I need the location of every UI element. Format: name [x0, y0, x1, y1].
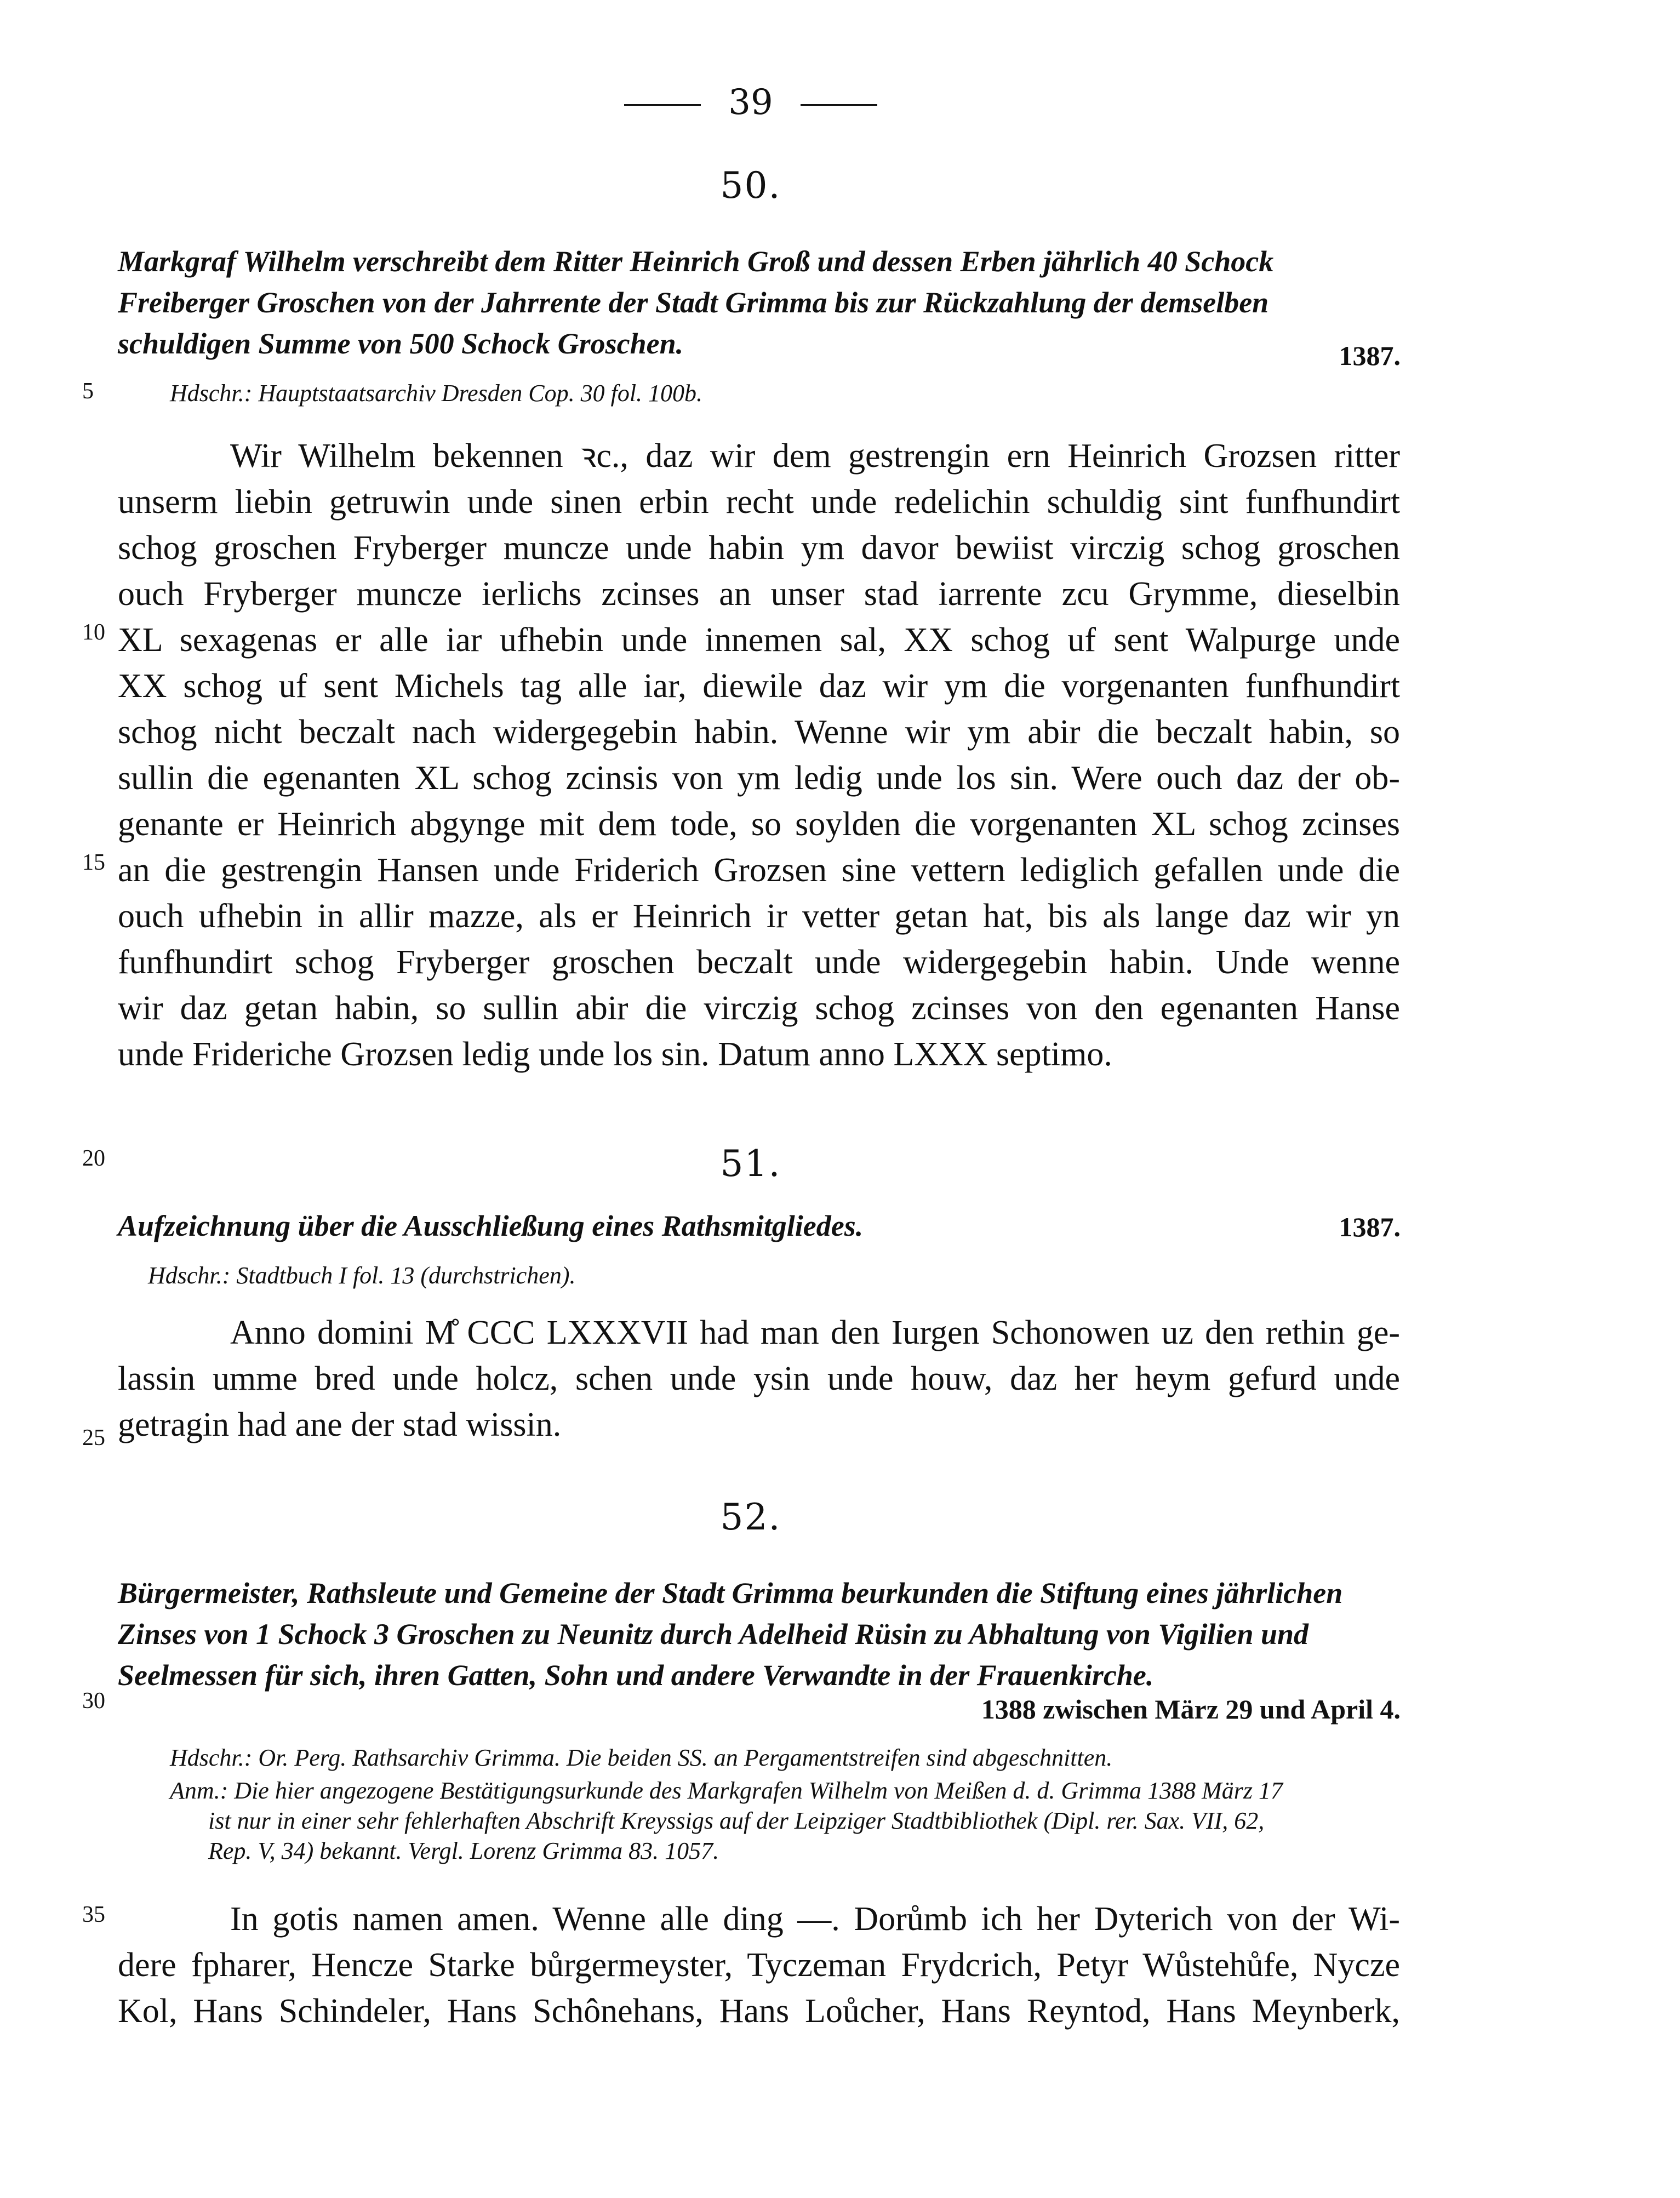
doc-52-regest [118, 1573, 1400, 1696]
doc-50-regest-line: Markgraf Wilhelm verschreibt dem Ritter Heinrich Groß und dessen Erben jährlich 40 Schock [118, 245, 1274, 278]
margin-line-number: 20 [82, 1146, 105, 1171]
text-line: ouch Fryberger muncze ierlichs zcinses an unser stad iarrente zcu Grymme, dieselbin [118, 575, 1400, 613]
doc-52-annotation [170, 1775, 1397, 1866]
doc-52-regest-line: Zinses von 1 Schock 3 Groschen zu Neunitz durch Adelheid Rüsin zu Abhaltung von Vigilien und [118, 1618, 1309, 1651]
annotation-line: Anm.: Die hier angezogene Bestätigungsurkunde des Markgrafen Wilhelm von Meißen d. d. Grimma 1388 März 17 [170, 1777, 1283, 1804]
header-rule-right [801, 104, 877, 106]
text-line: unserm liebin getruwin unde sinen erbin recht unde redelichin schuldig sint funfhundirt [118, 483, 1400, 521]
margin-line-number: 5 [82, 379, 94, 404]
text-line: schog groschen Fryberger muncze unde habin ym davor bewiist virczig schog groschen [118, 529, 1400, 567]
annotation-line: ist nur in einer sehr fehlerhaften Abschrift Kreyssigs auf der Leipziger Stadtbibliothek (Dipl. rer. Sax. VII, 62, [208, 1807, 1265, 1834]
text-line: sullin die egenanten XL schog zcinsis von ym ledig unde los sin. Were ouch daz der ob- [118, 760, 1400, 797]
doc-50-date: 1387. [1339, 340, 1401, 371]
annotation-line: Rep. V, 34) bekannt. Vergl. Lorenz Grimma 83. 1057. [208, 1837, 719, 1864]
doc-50-text [118, 433, 1400, 1077]
text-line: dere fpharer, Hencze Starke bůrgermeyster, Tyczeman Frydcrich, Petyr Wůstehůfe, Nycze [118, 1946, 1400, 1984]
doc-52-source: Hdschr.: Or. Perg. Rathsarchiv Grimma. Die beiden SS. an Pergamentstreifen sind abgeschnitten. [170, 1744, 1113, 1771]
doc-52-date: 1388 zwischen März 29 und April 4. [981, 1694, 1401, 1725]
text-line: unde Frideriche Grozsen ledig unde los sin. Datum anno LXXX septimo. [118, 1036, 1112, 1073]
doc-50-regest-line: schuldigen Summe von 500 Schock Groschen. [118, 327, 684, 360]
text-line: XL sexagenas er alle iar ufhebin unde innemen sal, XX schog uf sent Walpurge unde [118, 621, 1400, 659]
text-line: ouch ufhebin in allir mazze, als er Heinrich ir vetter getan hat, bis als lange daz wir yn [118, 898, 1400, 935]
doc-52-regest-line: Bürgermeister, Rathsleute und Gemeine der Stadt Grimma beurkunden die Stiftung eines jährlichen [118, 1577, 1343, 1609]
doc-51-date: 1387. [1339, 1212, 1401, 1242]
header-rule-left [624, 104, 701, 106]
text-line: lassin umme bred unde holcz, schen unde ysin unde houw, daz her heym gefurd unde [118, 1360, 1400, 1397]
doc-50-regest [118, 241, 1400, 364]
doc-51-source: Hdschr.: Stadtbuch I fol. 13 (durchstrichen). [148, 1262, 576, 1289]
doc-50-number: 50. [720, 164, 781, 207]
doc-51-number: 51. [720, 1143, 781, 1185]
doc-50-source: Hdschr.: Hauptstaatsarchiv Dresden Cop. 30 fol. 100b. [170, 380, 703, 407]
page-number: 39 [728, 82, 773, 123]
doc-50-regest-line: Freiberger Groschen von der Jahrrente der Stadt Grimma bis zur Rückzahlung der demselben [118, 286, 1269, 319]
margin-line-number: 25 [82, 1425, 105, 1451]
text-line: an die gestrengin Hansen unde Friderich Grozsen sine vettern lediglich gefallen unde die [118, 852, 1400, 889]
text-line: wir daz getan habin, so sullin abir die virczig schog zcinses von den egenanten Hanse [118, 990, 1400, 1027]
margin-line-number: 35 [82, 1902, 105, 1927]
doc-52-text [118, 1896, 1400, 2034]
page-header [0, 82, 1501, 123]
margin-line-number: 10 [82, 620, 105, 645]
margin-line-number: 15 [82, 850, 105, 875]
text-line: XX schog uf sent Michels tag alle iar, diewile daz wir ym die vorgenanten funfhundirt [118, 667, 1400, 705]
text-line: funfhundirt schog Fryberger groschen beczalt unde widergegebin habin. Unde wenne [118, 944, 1400, 981]
text-line: getragin had ane der stad wissin. [118, 1406, 562, 1443]
text-line: Anno domini M̊ CCC LXXXVII had man den Iurgen Schonowen uz den rethin ge- [230, 1314, 1400, 1351]
doc-51-text [118, 1310, 1400, 1448]
doc-52-number: 52. [720, 1496, 781, 1538]
text-line: Wir Wilhelm bekennen ꝛc., daz wir dem gestrengin ern Heinrich Grozsen ritter [230, 437, 1400, 475]
doc-51-regest: Aufzeichnung über die Ausschließung eines Rathsmitgliedes. [118, 1209, 864, 1242]
text-line: In gotis namen amen. Wenne alle ding —. Dorůmb ich her Dyterich von der Wi- [230, 1900, 1400, 1938]
margin-line-number: 30 [82, 1688, 105, 1714]
text-line: schog nicht beczalt nach widergegebin habin. Wenne wir ym abir die beczalt habin, so [118, 713, 1400, 751]
doc-52-regest-line: Seelmessen für sich, ihren Gatten, Sohn und andere Verwandte in der Frauenkirche. [118, 1659, 1154, 1692]
text-line: genante er Heinrich abgynge mit dem tode, so soylden die vorgenanten XL schog zcinses [118, 806, 1400, 843]
text-line: Kol, Hans Schindeler, Hans Schônehans, Hans Loůcher, Hans Reyntod, Hans Meynberk, [118, 1993, 1400, 2030]
